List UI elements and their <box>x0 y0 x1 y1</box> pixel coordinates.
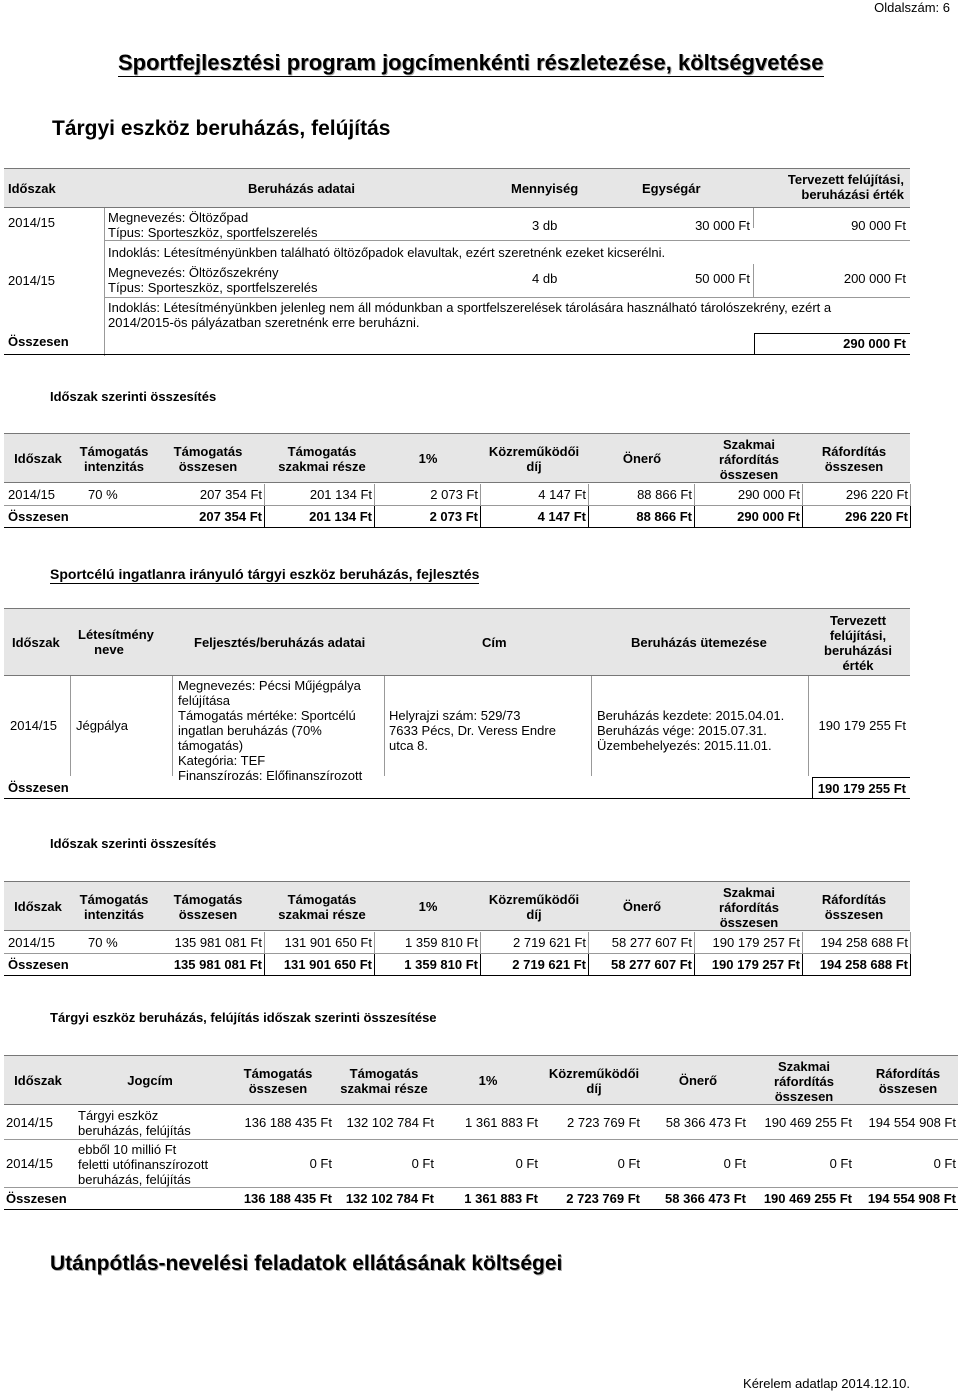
summary-table-header <box>4 433 910 483</box>
header-facility: Létesítmény neve <box>78 627 154 657</box>
row-value: 194 554 908 Ft <box>868 1115 956 1130</box>
header-cell <box>848 1066 960 1096</box>
header-cell <box>90 1073 210 1088</box>
header-period: Időszak <box>12 635 60 650</box>
header-cell <box>0 1073 98 1088</box>
cell-divider <box>802 932 803 954</box>
cell-divider <box>264 506 265 528</box>
row-value: 0 Ft <box>933 1156 956 1171</box>
cell-divider <box>588 506 589 528</box>
header-line: összesen <box>824 907 884 922</box>
header-line: Támogatás <box>79 892 149 907</box>
row-value: 1 361 883 Ft <box>464 1191 538 1206</box>
row-reason: Indoklás: Létesítményünkben jelenleg nem áll módunkban a sportfelszerelések tárolására használható tárolószekrény, ezért a 2014/2015-ös pályázatban szeretnénk erre beruházni. <box>108 300 832 330</box>
row-value: 190 179 257 Ft <box>711 957 800 972</box>
header-line: összesen <box>178 459 238 474</box>
header-cell <box>428 1073 548 1088</box>
header-line: díj <box>586 1081 602 1096</box>
header-line: szakmai része <box>278 907 366 922</box>
row-period: Összesen <box>8 509 69 524</box>
cell-divider <box>910 484 911 506</box>
cell-divider <box>802 506 803 528</box>
row-value: 0 Ft <box>309 1156 332 1171</box>
row-value: 2 723 769 Ft <box>567 1115 640 1130</box>
summary-title: Tárgyi eszköz beruházás, felújítás időszak szerinti összesítése <box>50 1010 437 1025</box>
header-line: Támogatás <box>79 444 149 459</box>
header-line: Támogatás <box>349 1066 419 1081</box>
row-period: 2014/15 <box>8 215 55 230</box>
header-line: ráfordítás <box>719 900 779 915</box>
row-value: 290 000 Ft <box>737 487 800 502</box>
row-unit-price: 30 000 Ft <box>695 218 750 233</box>
row-value: 2 073 Ft <box>430 487 478 502</box>
row-value: 190 179 255 Ft <box>818 718 906 733</box>
realestate-row <box>4 676 910 783</box>
header-cell <box>534 1066 654 1096</box>
cell-divider <box>264 932 265 954</box>
row-value: 201 134 Ft <box>309 509 372 524</box>
total-label: Összesen <box>8 780 69 795</box>
header-cell <box>262 892 382 922</box>
row-value: 90 000 Ft <box>851 218 906 233</box>
summary3-row <box>4 1106 958 1140</box>
section-title-youth: Utánpótlás-nevelési feladatok ellátásának költségei <box>50 1252 563 1275</box>
row-period: 2014/15 <box>10 718 57 733</box>
section-title-real-estate: Sportcélú ingatlanra irányuló tárgyi eszköz beruházás, fejlesztés <box>50 566 480 582</box>
row-value: 2 723 769 Ft <box>566 1191 640 1206</box>
header-line: 1% <box>418 451 438 466</box>
cell-divider <box>588 954 589 976</box>
row-value: 58 366 473 Ft <box>665 1115 746 1130</box>
header-cell <box>324 1066 444 1096</box>
row-value: 194 554 908 Ft <box>867 1191 956 1206</box>
summary3-table-header <box>4 1055 958 1105</box>
row-value: 0 Ft <box>723 1156 746 1171</box>
header-cell <box>474 892 594 922</box>
header-period: Időszak <box>8 181 56 196</box>
cell-divider <box>802 954 803 976</box>
footer-date: Kérelem adatlap 2014.12.10. <box>743 1376 910 1391</box>
cell-divider <box>910 506 911 528</box>
summary-title: Időszak szerinti összesítés <box>50 836 217 851</box>
header-line: Támogatás <box>173 892 243 907</box>
header-line: Jogcím <box>127 1073 173 1088</box>
summary-row <box>4 484 910 506</box>
row-value: 296 220 Ft <box>845 509 908 524</box>
row-value: 194 258 688 Ft <box>820 935 908 950</box>
row-value: 70 % <box>88 935 118 950</box>
header-quantity: Mennyiség <box>511 181 579 196</box>
header-line: Támogatás <box>173 444 243 459</box>
asset-total-row <box>4 333 910 355</box>
row-value: 0 Ft <box>617 1156 640 1171</box>
row-facility: Jégpálya <box>76 718 129 733</box>
header-line: összesen <box>774 1089 834 1104</box>
row-value: 135 981 081 Ft <box>173 957 262 972</box>
row-value: 0 Ft <box>411 1156 434 1171</box>
header-cell <box>148 444 268 474</box>
header-line: Közreműködői <box>548 1066 640 1081</box>
header-cell <box>262 444 382 474</box>
cell-divider <box>910 954 911 976</box>
header-cell <box>148 892 268 922</box>
header-line: összesen <box>824 459 884 474</box>
header-line: Támogatás <box>287 892 357 907</box>
cell-divider <box>480 954 481 976</box>
cell-divider <box>480 932 481 954</box>
header-schedule: Beruházás ütemezése <box>631 635 767 650</box>
row-value: 4 147 Ft <box>538 487 586 502</box>
row-value: 88 866 Ft <box>637 487 692 502</box>
row-value: 70 % <box>88 487 118 502</box>
header-line: összesen <box>178 907 238 922</box>
header-line: 1% <box>418 899 438 914</box>
asset-row <box>4 208 910 263</box>
header-line: Támogatás <box>243 1066 313 1081</box>
row-schedule: Beruházás kezdete: 2015.04.01. Beruházás vége: 2015.07.31. Üzembehelyezés: 2015.11.01. <box>597 708 785 753</box>
header-line: összesen <box>719 915 779 930</box>
row-jogcim: Tárgyi eszköz beruházás, felújítás <box>78 1108 191 1138</box>
header-line: 1% <box>478 1073 498 1088</box>
header-line: összesen <box>719 467 779 482</box>
row-value: 296 220 Ft <box>845 487 908 502</box>
row-jogcim: ebből 10 millió Ft feletti utófinanszírozott beruházás, felújítás <box>78 1142 209 1187</box>
row-value: 207 354 Ft <box>199 487 262 502</box>
row-value: 200 000 Ft <box>843 271 906 286</box>
header-line: Közreműködői <box>488 444 580 459</box>
row-value: 0 Ft <box>829 1156 852 1171</box>
cell-divider <box>264 484 265 506</box>
header-line: Önerő <box>678 1073 718 1088</box>
header-line: ráfordítás <box>774 1074 834 1089</box>
summary-total-row <box>4 954 910 976</box>
header-line: Szakmai <box>777 1059 831 1074</box>
row-value: 2 719 621 Ft <box>513 935 586 950</box>
row-item: Megnevezés: Öltözőszekrény Típus: Sporteszköz, sportfelszerelés <box>108 265 318 295</box>
page-number: Oldalszám: 6 <box>874 0 950 15</box>
row-address: Helyrajzi szám: 529/73 7633 Pécs, Dr. Veress Endre utca 8. <box>389 708 556 753</box>
header-cell <box>474 444 594 474</box>
header-line: Ráfordítás <box>821 892 887 907</box>
row-value: 290 000 Ft <box>737 509 800 524</box>
summary-title: Időszak szerinti összesítés <box>50 389 217 404</box>
cell-divider <box>694 954 695 976</box>
header-line: Ráfordítás <box>875 1066 941 1081</box>
section-title-asset-investment: Tárgyi eszköz beruházás, felújítás <box>52 117 391 140</box>
realestate-table-header <box>4 608 910 676</box>
header-cell <box>368 899 488 914</box>
row-value: 0 Ft <box>515 1156 538 1171</box>
row-period: 2014/15 <box>8 273 55 288</box>
row-value: 194 258 688 Ft <box>819 957 908 972</box>
cell-divider <box>264 954 265 976</box>
row-quantity: 4 db <box>532 271 558 286</box>
summary3-row <box>4 1140 958 1188</box>
cell-divider <box>374 932 375 954</box>
header-line: Szakmai <box>722 885 776 900</box>
row-value: 131 901 650 Ft <box>283 957 372 972</box>
header-cell <box>582 899 702 914</box>
realestate-total-row <box>4 777 910 799</box>
summary3-total-row <box>4 1188 958 1210</box>
header-line: Közreműködői <box>488 892 580 907</box>
cell-divider <box>694 506 695 528</box>
row-value: 201 134 Ft <box>309 487 372 502</box>
total-value: 190 179 255 Ft <box>817 781 906 796</box>
header-line: szakmai része <box>278 459 366 474</box>
header-line: ráfordítás <box>719 452 779 467</box>
header-address: Cím <box>482 635 507 650</box>
row-value: 58 277 607 Ft <box>611 957 692 972</box>
header-line: összesen <box>248 1081 308 1096</box>
row-unit-price: 50 000 Ft <box>695 271 750 286</box>
header-cell <box>689 437 809 482</box>
cell-divider <box>480 506 481 528</box>
row-value: 1 359 810 Ft <box>404 957 478 972</box>
header-line: díj <box>526 907 542 922</box>
row-value: 190 469 255 Ft <box>763 1191 852 1206</box>
row-period: 2014/15 <box>8 935 55 950</box>
header-cell <box>794 444 914 474</box>
row-period: 2014/15 <box>6 1156 53 1171</box>
cell-divider <box>694 932 695 954</box>
header-line: Önerő <box>622 451 662 466</box>
header-planned-value: Tervezett felújítási, beruházási érték <box>787 172 904 202</box>
header-planned-value: Tervezett felújítási, beruházási érték <box>824 613 892 673</box>
header-cell <box>368 451 488 466</box>
cell-divider <box>480 484 481 506</box>
row-value: 1 361 883 Ft <box>465 1115 538 1130</box>
header-line: Önerő <box>622 899 662 914</box>
row-value: 132 102 784 Ft <box>346 1115 434 1130</box>
asset-table-header <box>4 168 910 208</box>
header-unit-price: Egységár <box>642 181 701 196</box>
row-value: 131 901 650 Ft <box>284 935 372 950</box>
row-quantity: 3 db <box>532 218 558 233</box>
header-line: intenzitás <box>84 907 144 922</box>
row-value: 4 147 Ft <box>537 509 586 524</box>
cell-divider <box>694 484 695 506</box>
header-cell <box>582 451 702 466</box>
row-value: 190 469 255 Ft <box>764 1115 852 1130</box>
row-value: 207 354 Ft <box>199 509 262 524</box>
total-label: Összesen <box>6 1191 67 1206</box>
row-value: 2 719 621 Ft <box>512 957 586 972</box>
row-value: 58 277 607 Ft <box>611 935 692 950</box>
row-value: 136 188 435 Ft <box>244 1115 332 1130</box>
cell-divider <box>588 932 589 954</box>
summary-total-row <box>4 506 910 528</box>
cell-divider <box>374 484 375 506</box>
header-cell <box>794 892 914 922</box>
total-label: Összesen <box>8 334 69 349</box>
cell-divider <box>588 484 589 506</box>
header-line: Támogatás <box>287 444 357 459</box>
row-value: 88 866 Ft <box>636 509 692 524</box>
row-value: 2 073 Ft <box>429 509 478 524</box>
row-period: 2014/15 <box>8 487 55 502</box>
summary-table-header <box>4 881 910 931</box>
header-line: intenzitás <box>84 459 144 474</box>
row-value: 136 188 435 Ft <box>243 1191 332 1206</box>
cell-divider <box>374 954 375 976</box>
header-line: Időszak <box>14 451 62 466</box>
header-line: Szakmai <box>722 437 776 452</box>
total-value: 290 000 Ft <box>843 336 906 351</box>
row-reason: Indoklás: Létesítményünkben található öltözőpadok elavultak, ezért szeretnénk ezeket kicserélni. <box>108 245 666 260</box>
row-value: 135 981 081 Ft <box>174 935 262 950</box>
header-line: Ráfordítás <box>821 444 887 459</box>
header-line: Időszak <box>14 899 62 914</box>
row-dev-data: Megnevezés: Pécsi Műjégpálya felújítása Támogatás mértéke: Sportcélú ingatlan beruházás (70% támogatás) Kategória: TEF Finanszírozás: Előfinanszírozott <box>178 678 363 783</box>
row-item: Megnevezés: Öltözőpad Típus: Sporteszköz, sportfelszerelés <box>108 210 318 240</box>
summary-row <box>4 932 910 954</box>
cell-divider <box>802 484 803 506</box>
row-value: 190 179 257 Ft <box>712 935 800 950</box>
row-value: 1 359 810 Ft <box>405 935 478 950</box>
header-line: összesen <box>878 1081 938 1096</box>
header-cell <box>218 1066 338 1096</box>
row-period: 2014/15 <box>6 1115 53 1130</box>
cell-divider <box>910 932 911 954</box>
cell-divider <box>374 506 375 528</box>
header-cell <box>638 1073 758 1088</box>
row-value: 132 102 784 Ft <box>345 1191 434 1206</box>
header-line: Időszak <box>14 1073 62 1088</box>
row-value: 58 366 473 Ft <box>665 1191 746 1206</box>
header-cell <box>689 885 809 930</box>
header-line: díj <box>526 459 542 474</box>
header-dev-data: Feljesztés/beruházás adatai <box>194 635 366 650</box>
page-title: Sportfejlesztési program jogcímenkénti részletezése, költségvetése <box>118 50 824 75</box>
header-line: szakmai része <box>340 1081 428 1096</box>
header-cell <box>744 1059 864 1104</box>
header-investment-data: Beruházás adatai <box>248 181 355 196</box>
row-period: Összesen <box>8 957 69 972</box>
